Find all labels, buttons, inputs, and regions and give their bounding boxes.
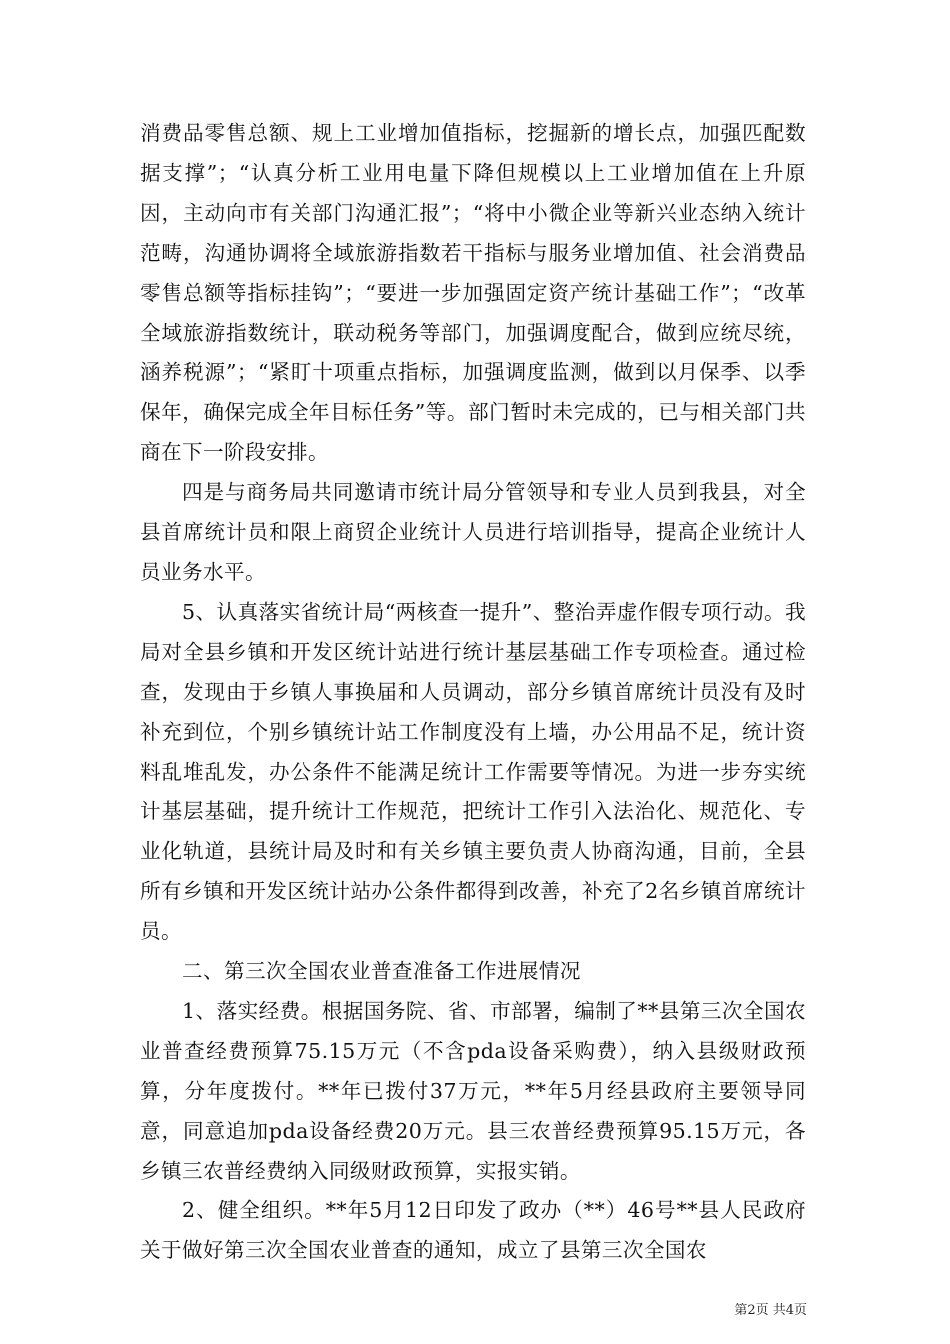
paragraph-special-inspection: 5、认真落实省统计局“两核查一提升”、整治弄虚作假专项行动。我局对全县乡镇和开发区统计站进行统计基层基础工作专项检查。通过检查，发现由于乡镇人事换届和人员调动，部分乡镇首席统计员没有及时补充到位，个别乡镇统计站工作制度没有上墙，办公用品不足，统计资料乱堆乱发，办公条件不能满足统计工作需要等情况。为进一步夯实统计基层基础，提升统计工作规范，把统计工作引入法治化、规范化、专业化轨道，县统计局及时和有关乡镇主要负责人协商沟通，目前，全县所有乡镇和开发区统计站办公条件都得到改善，补充了2名乡镇首席统计员。: [140, 599, 806, 944]
paragraph-training: 四是与商务局共同邀请市统计局分管领导和专业人员到我县，对全县首席统计员和限上商贸企业统计人员进行培训指导，提高企业统计人员业务水平。: [140, 480, 806, 584]
document-body: [140, 114, 806, 1271]
paragraph-funding: 1、落实经费。根据国务院、省、市部署，编制了**县第三次全国农业普查经费预算75.15万元（不含pda设备采购费），纳入县级财政预算，分年度拨付。**年已拨付37万元，**年5月经县政府主要领导同意，同意追加pda设备经费20万元。县三农普经费预算95.15万元，各乡镇三农普经费纳入同级财政预算，实报实销。: [140, 998, 806, 1183]
paragraph-organization: 2、健全组织。**年5月12日印发了政办（**）46号**县人民政府关于做好第三次全国农业普查的通知，成立了县第三次全国农: [140, 1198, 806, 1263]
section-heading-agricultural-census: 二、第三次全国农业普查准备工作进展情况: [182, 959, 581, 984]
paragraph-statistics-tasks: 消费品零售总额、规上工业增加值指标，挖掘新的增长点，加强匹配数据支撑”；“认真分析工业用电量下降但规模以上工业增加值在上升原因，主动向市有关部门沟通汇报”；“将中小微企业等新兴业态纳入统计范畴，沟通协调将全域旅游指数若干指标与服务业增加值、社会消费品零售总额等指标挂钩”；“要进一步加强固定资产统计基础工作”；“改革全域旅游指数统计，联动税务等部门，加强调度配合，做到应统尽统，涵养税源”；“紧盯十项重点指标，加强调度监测，做到以月保季、以季保年，确保完成全年目标任务”等。部门暂时未完成的，已与相关部门共商在下一阶段安排。: [140, 121, 806, 465]
page-number-footer: 第2页 共4页: [734, 1303, 807, 1318]
